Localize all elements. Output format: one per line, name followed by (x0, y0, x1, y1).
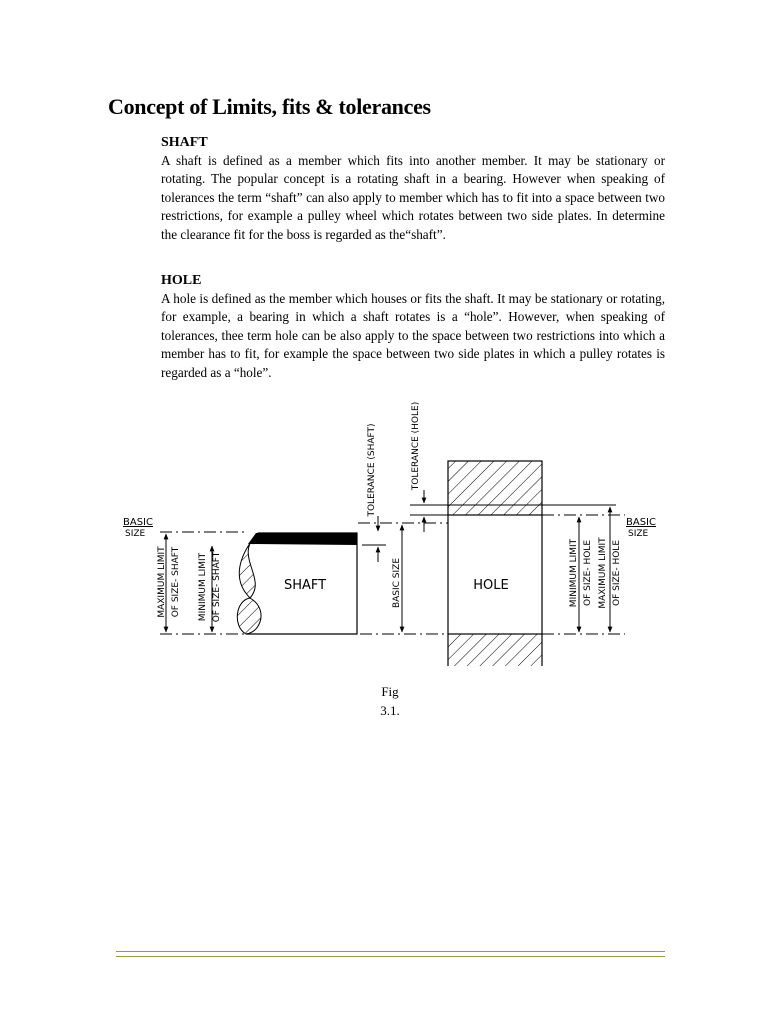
max-limit-hole-line1: MAXIMUM LIMIT (598, 537, 608, 609)
min-limit-shaft-line2: OF SIZE- SHAFT (212, 551, 222, 623)
hole-heading: HOLE (161, 273, 202, 288)
dimension-lines (166, 490, 616, 632)
tolerance-hole-label: TOLERANCE (HOLE) (411, 401, 421, 491)
hole-section (161, 272, 665, 382)
shaft-heading: SHAFT (161, 135, 208, 150)
tolerance-shaft-label: TOLERANCE (SHAFT) (367, 423, 377, 517)
shaft-paragraph: A shaft is defined as a member which fits into another member. It may be stationary or rotating. The popular concept is a rotating shaft in a bearing. However when speaking of tolerances the term “shaft” can also apply to member which has to fit into a space between two restrictions, for example a pulley wheel which rotates between two side plates. In determine the clearance fit for the boss is regarded as the“shaft”. (161, 153, 665, 242)
page-title: Concept of Limits, fits & tolerances (108, 94, 431, 119)
max-limit-shaft-line1: MAXIMUM LIMIT (157, 546, 167, 618)
min-limit-shaft-line1: MINIMUM LIMIT (198, 552, 208, 622)
footer-divider (116, 951, 665, 957)
max-limit-shaft-line2: OF SIZE- SHAFT (171, 546, 181, 618)
max-limit-hole-line2: OF SIZE- HOLE (612, 539, 622, 607)
basic-size-right-line2: SIZE (628, 529, 649, 539)
basic-size-left-line2: SIZE (125, 529, 146, 539)
min-limit-hole-line1: MINIMUM LIMIT (569, 538, 579, 608)
vertical-labels (157, 402, 622, 623)
basic-size-right-line1: BASIC (626, 517, 656, 528)
min-limit-hole-line2: OF SIZE- HOLE (583, 539, 593, 607)
basic-size-vertical-label: BASIC SIZE (392, 557, 402, 609)
basic-size-labels (123, 517, 656, 539)
hole-body (448, 461, 542, 666)
shaft-section (161, 134, 665, 244)
figure-drawing (110, 398, 670, 666)
hole-paragraph: A hole is defined as the member which houses or fits the shaft. It may be stationary or rotating, for example, a bearing in which a shaft rotates is a “hole”. However, when speaking of tolerances, thee term hole can be also apply to the space between two restrictions into which a member has to fit, for example the space between two side plates in which a pulley rotates is regarded as a “hole”. (161, 291, 665, 380)
hole-label: HOLE (473, 578, 509, 593)
caption-line1: Fig (381, 684, 399, 699)
figure-caption (355, 682, 425, 720)
limits-fits-figure (110, 398, 670, 666)
basic-size-left-line1: BASIC (123, 517, 153, 528)
shaft-label: SHAFT (283, 578, 327, 593)
shaft-body (237, 533, 357, 634)
caption-line2: 3.1. (380, 703, 400, 718)
